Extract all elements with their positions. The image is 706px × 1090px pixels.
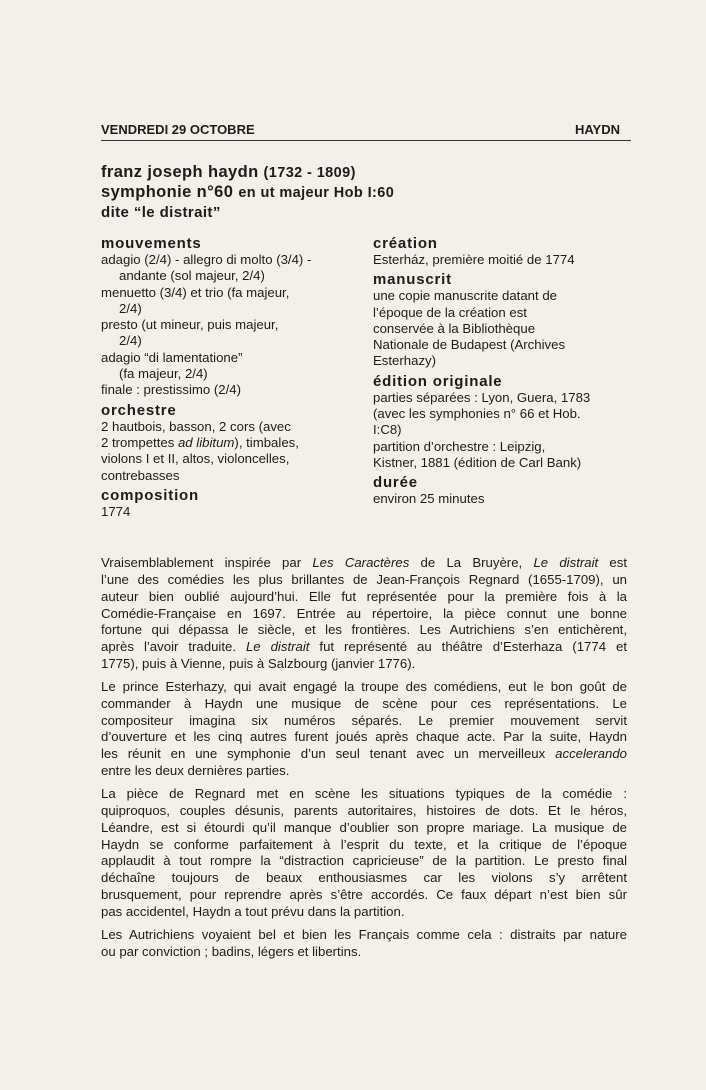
orchestre-line: contrebasses bbox=[101, 467, 180, 483]
text-run: entre les deux dernières parties. bbox=[101, 763, 290, 779]
text-run: quiproquos, couples désunis, parents autoritaires, histoires de dots. Et le héros, bbox=[101, 802, 627, 818]
section-heading: orchestre bbox=[101, 401, 177, 419]
page-header bbox=[101, 122, 620, 137]
symphony-line bbox=[101, 183, 621, 203]
text-run: applaudit à tout rompre la “distraction capricieuse” de la partition. Le presto final bbox=[101, 853, 627, 869]
orchestre-line: violons I et II, altos, violoncelles, bbox=[101, 451, 290, 467]
left-column bbox=[101, 235, 346, 523]
composer-dates: (1732 - 1809) bbox=[263, 165, 356, 181]
text-run: l’une des comédies les plus brillantes de Jean-François Regnard (1655-1709), un bbox=[101, 571, 627, 587]
paragraph-line bbox=[101, 713, 627, 730]
movement-line: finale : prestissimo (2/4) bbox=[101, 382, 241, 398]
text-run: est bbox=[598, 555, 628, 570]
duree-section bbox=[373, 474, 633, 507]
text-run: Comédie-Française en 1697. Entrée au répertoire, la pièce connut une bonne bbox=[101, 605, 627, 621]
section-heading: mouvements bbox=[101, 235, 202, 252]
symphony-nickname: dite “le distrait” bbox=[101, 204, 221, 221]
text-run: après l’avoir traduite. bbox=[101, 639, 246, 655]
paragraph bbox=[101, 555, 627, 673]
orchestre-line bbox=[101, 435, 346, 451]
manuscrit-section bbox=[373, 271, 633, 369]
manuscrit-line: Nationale de Budapest (Archives bbox=[373, 337, 566, 353]
composer-line bbox=[101, 163, 621, 183]
manuscrit-text bbox=[373, 288, 633, 369]
text-run: La pièce de Regnard met en scène les situations typiques de la comédie : bbox=[101, 785, 627, 801]
movement-line: (fa majeur, 2/4) bbox=[119, 366, 208, 382]
manuscrit-line: une copie manuscrite datant de bbox=[373, 288, 558, 304]
orchestre-section bbox=[101, 402, 346, 484]
mouvements-section bbox=[101, 235, 346, 399]
text-run: pas accidentel, Haydn a tout prévu dans la partition. bbox=[101, 903, 405, 919]
creation-section bbox=[373, 235, 633, 268]
text-run: déchaîne toujours de beaux enthousiasmes car les violons s’y arrêtent bbox=[101, 870, 627, 886]
paragraph bbox=[101, 927, 627, 961]
edition-line: (avec les symphonies n° 66 et Hob. bbox=[373, 406, 581, 422]
paragraph-line bbox=[101, 555, 627, 572]
movement-line: adagio (2/4) - allegro di molto (3/4) - bbox=[101, 252, 312, 267]
paragraph-line bbox=[101, 696, 627, 713]
composition-section bbox=[101, 487, 346, 520]
edition-section bbox=[373, 373, 633, 471]
text-run: Les Autrichiens voyaient bel et bien les Français comme cela : distraits par nature bbox=[101, 926, 627, 942]
paragraph-line bbox=[101, 589, 627, 606]
paragraph-line bbox=[101, 927, 627, 944]
symphony-number: symphonie n°60 bbox=[101, 183, 234, 201]
right-column bbox=[373, 235, 633, 511]
work-title bbox=[101, 163, 621, 222]
paragraph-line bbox=[101, 820, 627, 837]
edition-line: parties séparées : Lyon, Guera, 1783 bbox=[373, 389, 591, 405]
paragraph-line bbox=[101, 606, 627, 623]
section-heading: édition originale bbox=[373, 372, 503, 390]
paragraph-line bbox=[101, 656, 627, 673]
paragraph bbox=[101, 786, 627, 921]
paragraph-line bbox=[101, 887, 627, 904]
edition-text bbox=[373, 390, 633, 471]
text-run: commander à Haydn une musique de scène pour ces représentations. Le bbox=[101, 695, 627, 711]
edition-line: Kistner, 1881 (édition de Carl Bank) bbox=[373, 454, 582, 470]
text-run: compositeur imagina six numéros séparés. Le premier mouvement servit bbox=[101, 712, 627, 728]
text-run: fortune qui dépassa le siècle, et les frontières. Les Autrichiens s’en entichèrent, bbox=[101, 622, 627, 638]
symphony-key: en ut majeur Hob I:60 bbox=[238, 185, 395, 201]
text-run: ou par conviction ; badins, légers et libertins. bbox=[101, 943, 362, 959]
italic-run: accelerando bbox=[555, 746, 627, 762]
composition-year: 1774 bbox=[101, 503, 131, 519]
manuscrit-line: conservée à la Bibliothèque bbox=[373, 320, 536, 336]
paragraph-line bbox=[101, 639, 627, 656]
section-heading: création bbox=[373, 235, 438, 252]
text-run: d’ouverture et les cinq autres furent joués après chaque acte. Par la suite, Haydn bbox=[101, 729, 627, 745]
paragraph-line bbox=[101, 803, 627, 820]
paragraph-line bbox=[101, 746, 627, 763]
duree-text: environ 25 minutes bbox=[373, 491, 485, 507]
composer-name: franz joseph haydn bbox=[101, 163, 259, 181]
text-run: Haydn se conforme parfaitement à l’esprit du texte, et la critique de l’époque bbox=[101, 836, 627, 852]
text-run: Le prince Esterhazy, qui avait engagé la troupe des comédiens, eut le bon goût de bbox=[101, 678, 627, 694]
program-notes bbox=[101, 555, 627, 966]
paragraph-line bbox=[101, 679, 627, 696]
paragraph-line bbox=[101, 622, 627, 639]
movement-list bbox=[101, 252, 346, 399]
text-run: brusquement, pour reprendre après s’être accordés. Ce faux départ n’est bien sûr bbox=[101, 887, 627, 903]
edition-line: partition d’orchestre : Leipzig, bbox=[373, 438, 546, 454]
text-run: Léandre, est si étourdi qu’il manque d’oublier son propre mariage. La musique de bbox=[101, 819, 627, 835]
header-rule bbox=[101, 140, 631, 141]
text-run: Vraisemblablement inspirée par bbox=[101, 555, 313, 570]
edition-line: I:C8) bbox=[373, 422, 402, 438]
movement-line: presto (ut mineur, puis majeur, bbox=[101, 317, 279, 333]
paragraph-line bbox=[101, 729, 627, 746]
movement-line: 2/4) bbox=[119, 333, 142, 349]
composer-label: HAYDN bbox=[574, 122, 620, 137]
text-run: de La Bruyère, bbox=[409, 555, 534, 570]
italic-run: Le distrait bbox=[533, 555, 599, 570]
section-heading: durée bbox=[373, 474, 418, 492]
section-heading: composition bbox=[101, 486, 199, 504]
paragraph-line bbox=[101, 763, 627, 780]
movement-line: menuetto (3/4) et trio (fa majeur, bbox=[101, 284, 290, 300]
movement-line: andante (sol majeur, 2/4) bbox=[119, 268, 265, 284]
orchestre-line: 2 hautbois, basson, 2 cors (avec bbox=[101, 418, 291, 434]
text-run: auteur bien oublié aujourd’hui. Elle fut représentée pour la première fois à la bbox=[101, 588, 627, 604]
movement-line: 2/4) bbox=[119, 300, 142, 316]
italic-run: Le distrait bbox=[245, 639, 310, 655]
movement-line: adagio “di lamentatione” bbox=[101, 349, 243, 365]
text-run: les réunit en une symphonie d’un seul tenant avec un merveilleux bbox=[101, 746, 556, 762]
text-run: 1775), puis à Vienne, puis à Salzbourg (janvier 1776). bbox=[101, 656, 416, 672]
text-run: fut représenté au théâtre d’Esterhaza (1774 et bbox=[309, 639, 627, 655]
creation-text: Esterház, première moitié de 1774 bbox=[373, 252, 575, 267]
paragraph-line bbox=[101, 904, 627, 921]
paragraph bbox=[101, 679, 627, 780]
paragraph-line bbox=[101, 944, 627, 961]
paragraph-line bbox=[101, 853, 627, 870]
italic-run: Les Caractères bbox=[312, 555, 410, 570]
italic-run: ad libitum bbox=[177, 434, 235, 450]
paragraph-line bbox=[101, 786, 627, 803]
paragraph-line bbox=[101, 870, 627, 887]
concert-date: VENDREDI 29 OCTOBRE bbox=[101, 122, 255, 137]
manuscrit-line: l’époque de la création est bbox=[373, 304, 527, 320]
text-run: ), timbales, bbox=[234, 434, 299, 450]
section-heading: manuscrit bbox=[373, 271, 452, 289]
text-run: 2 trompettes bbox=[101, 434, 178, 450]
paragraph-line bbox=[101, 572, 627, 589]
manuscrit-line: Esterhazy) bbox=[373, 353, 437, 369]
paragraph-line bbox=[101, 837, 627, 854]
